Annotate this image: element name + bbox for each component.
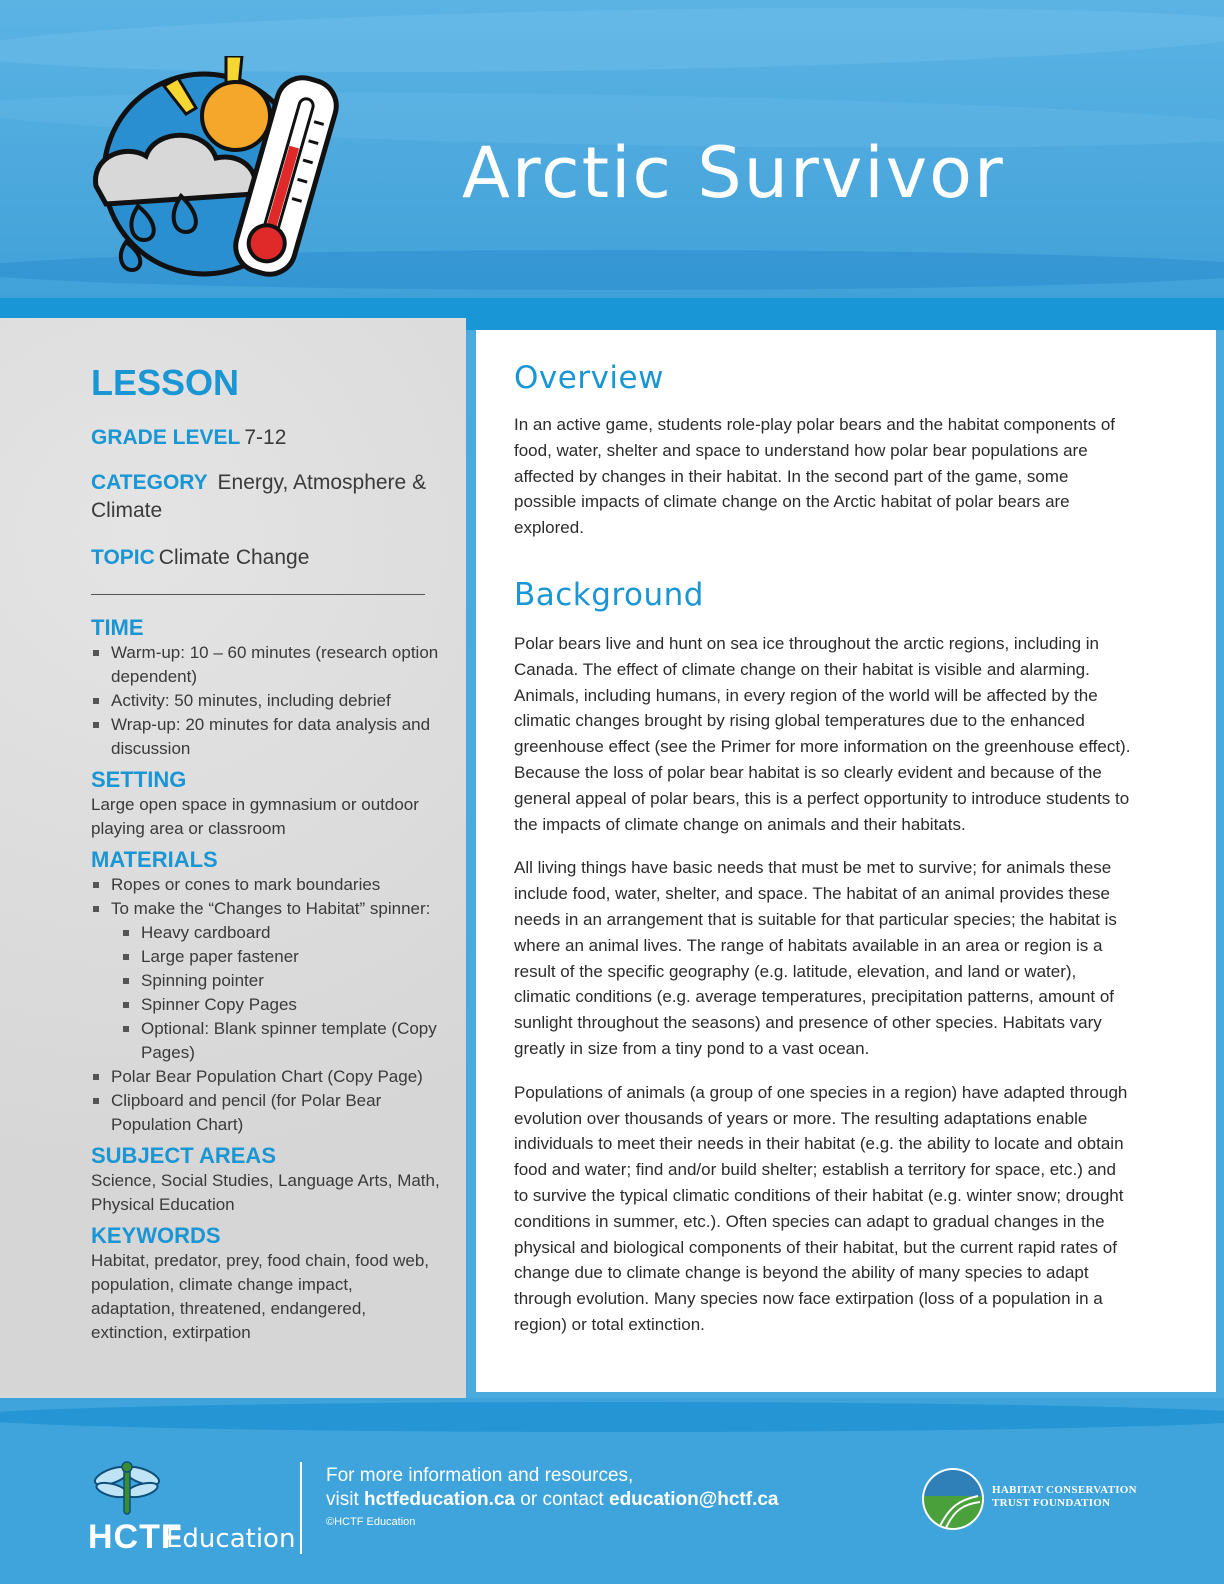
setting-text: Large open space in gymnasium or outdoor playing area or classroom [91,795,419,838]
list-item: Warm-up: 10 – 60 minutes (research option dependent) [91,641,441,689]
keywords-text: Habitat, predator, prey, food chain, food web, population, climate change impact, adaptation, threatened, endangered, extinction, extirpation [91,1251,430,1342]
main-content [476,330,1216,1392]
footer-divider [300,1462,302,1554]
category-value: Energy, Atmosphere & Climate [91,471,427,522]
page-title: Arctic Survivor [462,132,1005,214]
visit-text: visit [326,1489,359,1510]
background-paragraph: Polar bears live and hunt on sea ice throughout the arctic regions, including in Canada. The effect of climate change on their habitat is visible and alarming. Animals, including humans, in every region of the world will be affected by the climatic changes brought by rising global temperatures due to the enhanced greenhouse effect (see the Primer for more information on the greenhouse effect). Because the loss of polar bear habitat is so clearly evident and because of the general appeal of polar bears, this is a perfect opportunity to introduce students to the impacts of climate change on animals and their habitats. [514,633,1131,834]
page-header [0,0,1224,330]
brand-hctf: HCTF [88,1518,183,1556]
website-link[interactable]: hctfeducation.ca [364,1489,515,1510]
partner-name [992,1484,1137,1510]
topic-label: TOPIC [91,546,155,569]
partner-name-line2: TRUST FOUNDATION [992,1497,1111,1509]
list-item: Clipboard and pencil (for Polar Bear Population Chart) [91,1089,441,1137]
time-heading: TIME [91,615,144,640]
subject-areas-text: Science, Social Studies, Language Arts, Math, Physical Education [91,1171,440,1214]
lesson-label: LESSON [91,362,240,403]
dragonfly-icon [92,1458,162,1518]
overview-heading: Overview [514,360,664,396]
keywords-heading: KEYWORDS [91,1223,221,1248]
footer-contact [326,1464,779,1530]
lesson-sidebar [0,318,466,1398]
spinner-materials-list [121,921,441,1065]
materials-heading: MATERIALS [91,847,218,872]
grade-level-row [91,424,441,452]
list-item: Wrap-up: 20 minutes for data analysis and discussion [91,713,441,761]
main-content-inner [514,360,1132,1338]
background-paragraph: All living things have basic needs that must be met to survive; for animals these include food, water, shelter, and space. The habitat of an animal provides these needs in an arrangement that is suitable for that particular species; the habitat is where an animal lives. The range of habitats available in an area or region is a result of the specific geography (e.g. latitude, elevation, and land or water), climatic conditions (e.g. average temperatures, precipitation patterns, amount of sunlight throughout the seasons) and presence of other species. Habitats vary greatly in size from a tiny pond to a vast ocean. [514,858,1117,1058]
setting-heading: SETTING [91,767,187,792]
list-item: Spinning pointer [121,969,441,993]
weather-thermometer-icon [86,56,366,286]
habitat-trust-logo-icon [920,1466,986,1532]
list-item: Spinner Copy Pages [121,993,441,1017]
footer-wave [0,1402,1224,1432]
grade-level-label: GRADE LEVEL [91,426,241,449]
list-item: Ropes or cones to mark boundaries [91,873,441,897]
sidebar-content [91,362,441,1345]
footer-info-line: For more information and resources, [326,1465,634,1486]
category-label: CATEGORY [91,471,208,494]
brand-education: Education [166,1524,296,1554]
email-link[interactable]: education@hctf.ca [609,1489,779,1510]
grade-level-value: 7-12 [244,426,287,449]
or-contact-text: or contact [520,1489,604,1510]
subject-areas-heading: SUBJECT AREAS [91,1143,276,1168]
partner-name-line1: HABITAT CONSERVATION [992,1484,1137,1496]
list-item: Optional: Blank spinner template (Copy Pages) [121,1017,441,1065]
list-item: Large paper fastener [121,945,441,969]
copyright: ©HCTF Education [326,1516,416,1528]
materials-list [91,873,441,921]
list-item: Heavy cardboard [121,921,441,945]
partner-logo [920,1466,1150,1536]
list-item: To make the “Changes to Habitat” spinner: [91,897,441,921]
materials-list-continued [91,1065,441,1137]
sidebar-divider [91,594,425,595]
background-heading: Background [514,576,704,613]
time-list [91,641,441,761]
overview-text: In an active game, students role-play polar bears and the habitat components of food, water, shelter and space to understand how polar bear populations are affected by changes in their habitat. In the second part of the game, some possible impacts of climate change on the Arctic habitat of polar bears are explored. [514,415,1116,538]
background-paragraph: Populations of animals (a group of one species in a region) have adapted through evolution over thousands of years or more. The resulting adaptations enable individuals to meet their needs in their habitat (e.g. the ability to locate and obtain food and water; find and/or build shelter; establish a territory for space, etc.) and to survive the typical climatic conditions of their habitat (e.g. winter snow; drought conditions in summer, etc.). Often species can adapt to gradual changes in the physical and biological components of their habitat, but the current rapid rates of change due to climate change is beyond the ability of many species to adapt through evolution. Many species now face extirpation (loss of a population in a region) or total extinction. [514,1082,1128,1334]
page-footer [0,1398,1224,1584]
topic-row [91,544,441,572]
list-item: Activity: 50 minutes, including debrief [91,689,441,713]
category-row [91,469,441,525]
footer-contact-line [326,1488,779,1512]
list-item: Polar Bear Population Chart (Copy Page) [91,1065,441,1089]
topic-value: Climate Change [158,546,310,569]
hctf-education-logo [88,1458,296,1558]
